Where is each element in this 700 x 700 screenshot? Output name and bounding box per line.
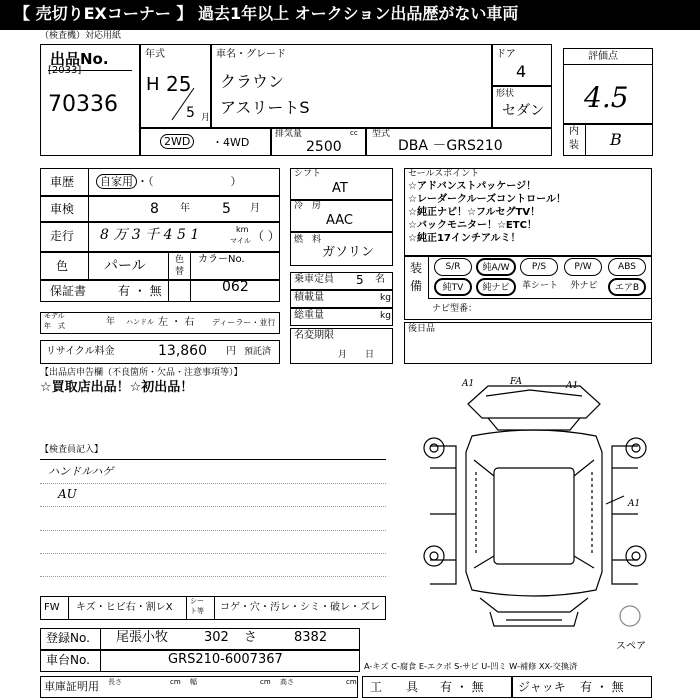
name-label: 車名・グレード xyxy=(216,49,286,60)
equipment-label-2: 備 xyxy=(410,279,423,293)
handle-label: ハンドル xyxy=(126,318,154,326)
warranty-label: 保証書 xyxy=(50,284,87,298)
displacement-unit: cc xyxy=(350,129,358,137)
model-year-label-1: モデル xyxy=(44,312,65,320)
fuel-value: ガソリン xyxy=(322,245,375,260)
shift-value: AT xyxy=(332,181,348,196)
weight-label: 総重量 xyxy=(294,310,324,321)
sales-item: ☆バックモニター！☆ETC！ xyxy=(408,220,537,231)
notes-header: 【出品店申告欄（不良箇所・欠品・注意事項等）】 xyxy=(40,368,243,378)
capacity-unit: 名 xyxy=(375,274,385,285)
cert-label: 車庫証明用 xyxy=(44,680,99,693)
registration-label: 登録No. xyxy=(46,631,90,645)
cert-length: 長さ xyxy=(108,678,122,686)
color-change-label-1: 色 xyxy=(175,255,185,265)
history-value: 自家用 ・（ ） xyxy=(96,176,242,187)
score-label: 評価点 xyxy=(588,51,618,62)
recycle-unit: 円 xyxy=(226,346,236,357)
seat-text: コゲ・穴・汚レ・シミ・破レ・ズレ xyxy=(220,602,380,613)
car-diagram xyxy=(410,376,660,638)
damage-mark: A1 xyxy=(628,499,641,509)
later-label: 後日品 xyxy=(408,324,436,334)
interior-label-2: 装 xyxy=(569,140,579,151)
seat-label-2: ト等 xyxy=(190,607,204,615)
banner-text: 【 売切りEXコーナー 】 過去1年以上 オークション出品歴がない車両 xyxy=(14,4,519,23)
tools-value: 有 ・ 無 xyxy=(440,680,484,694)
year-label: 年式 xyxy=(145,49,165,60)
year-month: 5 xyxy=(186,105,195,121)
equip-ext-navi: 外ナビ xyxy=(570,281,598,291)
lot-number: 70336 xyxy=(48,92,118,117)
cert-width: 幅 xyxy=(190,678,197,686)
damage-mark: A1 xyxy=(566,381,579,391)
load-label: 積載量 xyxy=(294,292,324,303)
equip-abs: ABS xyxy=(608,258,646,276)
damage-legend: A-キズ C-腐食 E-エクボ S-サビ U-凹ミ W-補修 XX-交換済 xyxy=(364,661,578,671)
door-label: ドア xyxy=(496,49,516,60)
displacement-label: 排気量 xyxy=(275,129,303,139)
equip-tv: 純TV xyxy=(434,278,472,296)
weight-unit: kg xyxy=(380,311,391,321)
damage-mark: A1 xyxy=(462,379,475,389)
shape-value: セダン xyxy=(502,103,545,119)
door-value: 4 xyxy=(516,62,527,81)
score-value: 4.5 xyxy=(584,81,629,114)
registration-class: 302 xyxy=(204,630,229,645)
equip-leather: 革シート xyxy=(521,281,558,291)
warranty-value: 有 ・ 無 xyxy=(118,284,162,298)
recycle-label: リサイクル料金 xyxy=(46,346,115,357)
tools-label: 工 具 xyxy=(370,680,419,694)
drive-2wd: 2WD xyxy=(160,136,194,147)
ac-value: AAC xyxy=(326,213,353,228)
mileage-label: 走行 xyxy=(50,229,75,243)
chassis-label: 車台No. xyxy=(46,653,90,667)
lot-small-code: [2033] xyxy=(48,65,82,76)
car-grade: アスリートS xyxy=(220,98,310,117)
history-label: 車歴 xyxy=(50,175,75,189)
spare-label: スペア xyxy=(616,641,646,652)
equip-sr: S/R xyxy=(434,258,472,276)
interior-label-1: 内 xyxy=(569,126,579,137)
color-label: 色 xyxy=(56,259,69,273)
registration-place: 尾張小牧 xyxy=(116,630,169,645)
capacity-label: 乗車定員 xyxy=(294,274,334,285)
model-code-label: 型式 xyxy=(372,129,391,139)
sales-item: ☆純正ナビ！☆フルセグTV！ xyxy=(408,207,541,218)
jack-label: ジャッキ xyxy=(518,680,566,694)
inspector-note-2: AU xyxy=(58,487,77,501)
sales-item: ☆レーダークルーズコントロール！ xyxy=(408,194,566,205)
equip-navi: 純ナビ xyxy=(476,278,516,296)
equip-alloy: 純A/W xyxy=(476,258,516,276)
fuel-label: 燃 料 xyxy=(294,235,322,245)
color-change-label-2: 替 xyxy=(175,267,185,277)
year-value: 25 xyxy=(166,72,192,96)
equip-airbag: エアB xyxy=(608,278,646,296)
equipment-label-1: 装 xyxy=(410,261,423,275)
model-year-label-2: 年 式 xyxy=(44,322,65,330)
handle-value: 左 ・ 右 xyxy=(158,317,195,328)
registration-number: 8382 xyxy=(294,630,328,645)
interior-value: B xyxy=(610,130,622,149)
notes-line1: ☆買取店出品！☆初出品！ xyxy=(40,380,194,395)
inspector-note-1: ハンドルハゲ xyxy=(48,465,114,478)
cert-height: 高さ xyxy=(280,678,294,686)
color-code: 062 xyxy=(222,279,249,295)
dealer-import: ディーラー・並行 xyxy=(212,318,276,327)
model-year-unit: 年 xyxy=(106,317,116,327)
lot-label: 出品No. xyxy=(50,50,109,68)
sales-item: ☆アドバンストパッケージ！ xyxy=(408,181,537,192)
cert-height-unit: cm xyxy=(346,678,357,686)
inspection-year-unit: 年 xyxy=(180,203,190,214)
mileage-value: 8 万 3 千 4 5 1 xyxy=(100,227,200,243)
year-era: H xyxy=(146,74,160,95)
sales-item: ☆純正17インチアルミ！ xyxy=(408,233,521,244)
equip-ps: P/S xyxy=(520,258,558,276)
drive-4wd: ・4WD xyxy=(212,136,250,149)
top-note: （検査機）対応用紙 xyxy=(40,31,122,41)
damage-mark: FA xyxy=(510,377,522,387)
mileage-paren: （ ） xyxy=(252,229,280,243)
jack-value: 有 ・ 無 xyxy=(580,680,624,694)
load-unit: kg xyxy=(380,293,391,303)
inspection-label: 車検 xyxy=(50,202,75,216)
fw-label: FW xyxy=(44,602,60,613)
car-model: クラウン xyxy=(220,72,285,91)
inspector-label: 【検査員記入】 xyxy=(40,445,104,455)
inspection-year: 8 xyxy=(150,201,159,217)
recycle-value: 13,860 xyxy=(158,343,207,359)
color-value: パール xyxy=(104,258,146,274)
color-code-label: カラーNo. xyxy=(198,254,245,265)
inspection-month: 5 xyxy=(222,201,231,217)
navi-model-label: ナビ型番： xyxy=(432,304,478,314)
year-month-unit: 月 xyxy=(201,113,211,123)
inspection-row xyxy=(40,196,280,222)
sales-label: セールスポイント xyxy=(408,169,480,179)
shape-label: 形状 xyxy=(496,89,515,99)
equip-pw: P/W xyxy=(564,258,602,276)
registration-kana: さ xyxy=(244,630,258,645)
cert-length-unit: cm xyxy=(170,678,181,686)
seat-label-1: シー xyxy=(190,597,204,605)
recycle-note: 預託済 xyxy=(244,347,272,357)
inspection-month-unit: 月 xyxy=(250,203,260,214)
name-change-unit: 月 日 xyxy=(338,350,375,360)
name-change-label: 名変期限 xyxy=(294,330,334,341)
shift-label: シフト xyxy=(294,169,322,179)
later-box xyxy=(404,322,652,364)
ac-label: 冷 房 xyxy=(294,201,322,211)
model-code-value: DBA －GRS210 xyxy=(398,138,503,154)
cert-width-unit: cm xyxy=(260,678,271,686)
chassis-value: GRS210-6007367 xyxy=(168,652,283,667)
capacity-value: 5 xyxy=(356,273,364,287)
mileage-unit-mile: マイル xyxy=(230,237,251,245)
displacement-value: 2500 xyxy=(306,139,342,155)
mileage-unit-km: km xyxy=(236,225,249,234)
fw-text: キズ・ヒビ右・割レX xyxy=(76,602,173,613)
